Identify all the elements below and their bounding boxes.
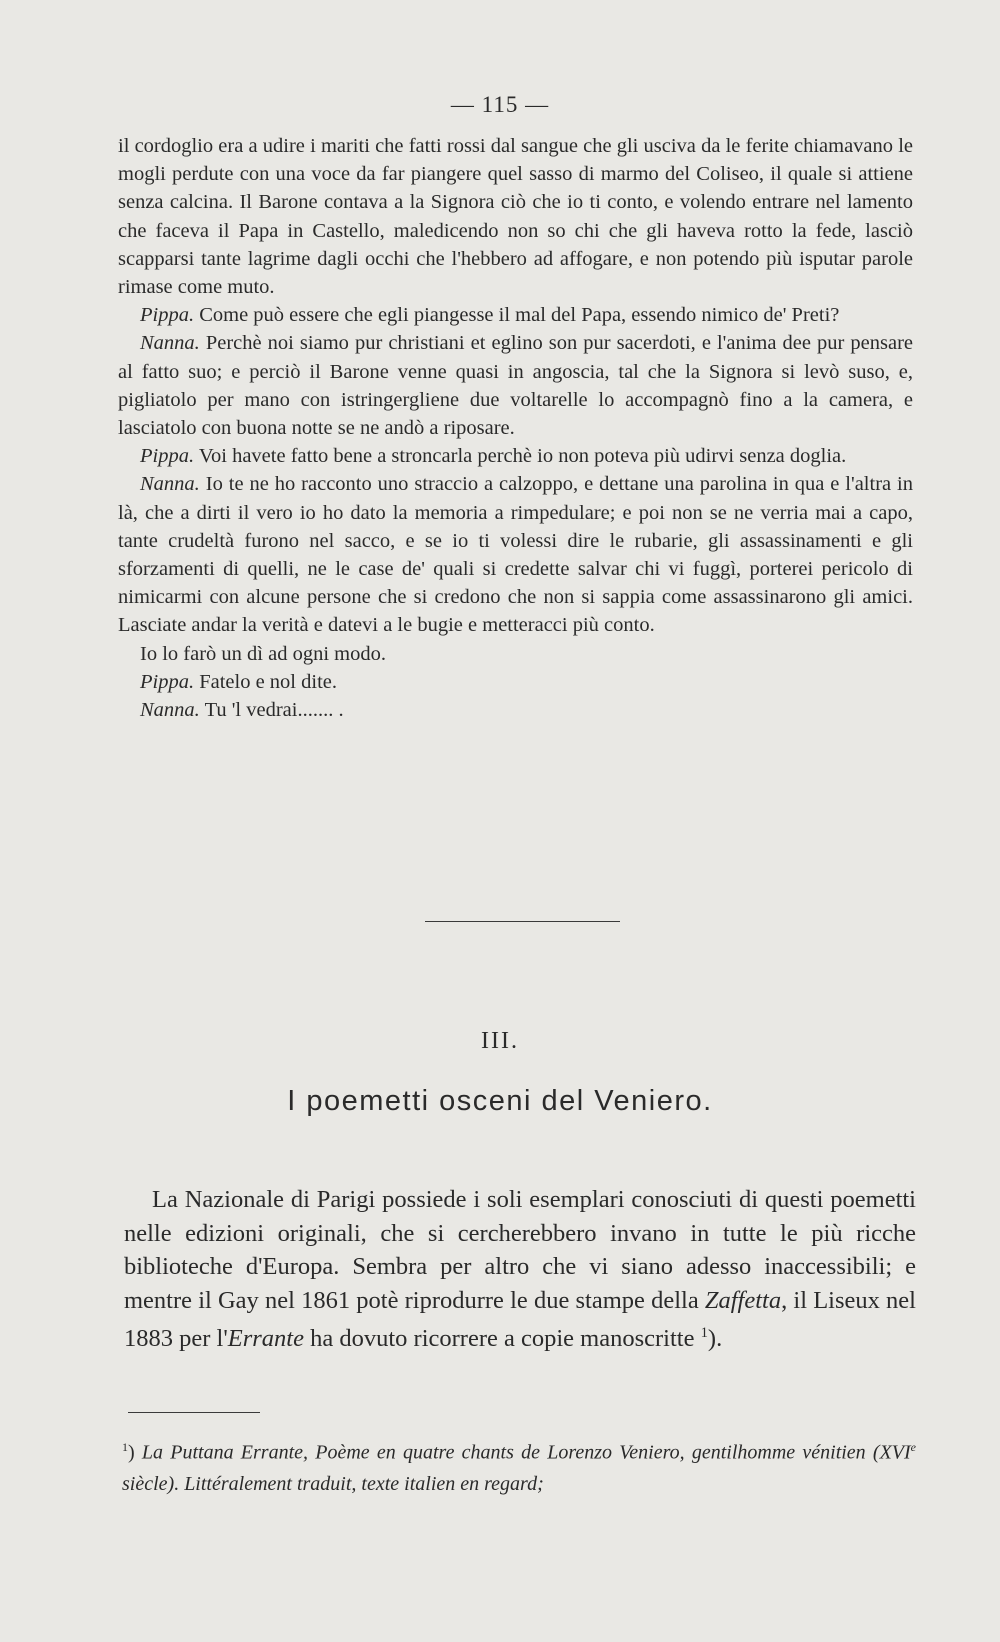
footnote-text: siècle). Littéralement traduit, texte italien en regard;: [122, 1472, 544, 1495]
dialogue-text-segment: Perchè noi siamo pur christiani et eglino son pur sacerdoti, e l'anima dee pur pensare al fatto suo; e perciò il Barone venne quasi in angoscia, tal che la Signora si levò suso, e, pigliatolo per mano con istringergliene due voltarelle lo accompagnò fino a la camera, e lasciatolo con buona notte se ne andò a riposare.: [118, 332, 913, 440]
paragraph: [124, 1183, 916, 1356]
section-divider: [425, 921, 620, 922]
speaker-name: Nanna.: [140, 473, 200, 496]
section-title: I poemetti osceni del Veniero.: [287, 1085, 713, 1117]
dialogue-text: [118, 132, 913, 724]
text-segment: ).: [707, 1325, 723, 1353]
dialogue-text-segment: Come può essere che egli piangesse il mal del Papa, essendo nimico de' Preti?: [194, 304, 840, 327]
section-number: III.: [481, 1028, 519, 1054]
dialogue-text-segment: Tu 'l vedrai....... .: [199, 699, 344, 722]
italic-title: Errante: [227, 1325, 304, 1353]
footnote-mark: 1: [122, 1440, 128, 1454]
text-segment: , il Liseux nel 1883 per l': [124, 1286, 916, 1353]
dialogue-line: [118, 696, 913, 724]
dialogue-line: [118, 640, 913, 668]
footnote-divider: [128, 1412, 260, 1413]
dialogue-text-segment: Voi havete fatto bene a stroncarla perchè io non poteva più udirvi senza doglia.: [194, 445, 847, 468]
text-segment: ha dovuto ricorrere a copie manoscritte: [303, 1325, 701, 1353]
paragraph: il cordoglio era a udire i mariti che fatti rossi dal sangue che gli usciva da le ferite chiamavano le mogli perdute con una voce da far piangere quel sasso di marmo del Coliseo, il quale si attiene senza calcina. Il Barone contava a la Signora ciò che io ti conto, e volendo entrare nel lamento che faceva il Papa in Castello, maledicendo non so chi che gli haveva rotto la fede, lasciò scapparsi tante lagrime dagli occhi che l'hebbero ad affogare, e non potendo più isputar parole rimase come muto.: [118, 135, 913, 299]
footnote: [122, 1432, 916, 1500]
dialogue-line: [118, 442, 913, 470]
dialogue-line: [118, 470, 913, 639]
dialogue-line: [118, 329, 913, 442]
page-number: — 115 —: [450, 92, 550, 117]
speaker-name: Pippa.: [140, 445, 195, 468]
speaker-name: Pippa.: [140, 670, 195, 693]
dialogue-line: [118, 301, 913, 329]
text-segment: La Nazionale di Parigi possiede i soli esemplari conosciuti di questi poemetti nelle edizioni originali, che si cercherebbero invano in tutte le più ricche biblioteche d'Europa. Sembra per altro che vi siano adesso inaccessibili; e mentre il Gay nel 1861 potè riprodurre le due stampe della: [124, 1186, 916, 1314]
footnote-text: La Puttana Errante, Poème en quatre chants de Lorenzo Veniero, gentilhomme vénitien (XVI: [141, 1441, 911, 1464]
body-text: [124, 1183, 916, 1356]
dialogue-text-segment: Io te ne ho racconto uno straccio a calzoppo, e dettane una parolina in qua e l'altra in là, che a dirti il vero io ho dato la memoria a rimpedulare; e poi non se ne verria mai a capo, tante crudeltà furono nel sacco, e se io ti volessi dire le rubarie, gli assassinamenti e gli sforzamenti di quelli, ne le case de' quali si credette salvar chi vi fuggì, porterei pericolo di nimicarmi con alcune persone che si credono che non si sappia come assassinarono gli amici. Lasciate andar la verità e datevi a le bugie e metteracci più conto.: [118, 473, 913, 637]
speaker-name: Nanna.: [140, 699, 200, 722]
dialogue-text-segment: Io lo farò un dì ad ogni modo.: [140, 642, 386, 665]
speaker-name: Pippa.: [140, 304, 195, 327]
italic-title: Zaffetta: [704, 1286, 782, 1314]
footnote-mark-close: ): [128, 1441, 142, 1464]
footnote-superscript: e: [910, 1440, 916, 1454]
footnote-reference: 1: [700, 1325, 708, 1342]
speaker-name: Nanna.: [140, 332, 200, 355]
dialogue-text-segment: Fatelo e nol dite.: [194, 670, 337, 693]
dialogue-line: [118, 668, 913, 696]
